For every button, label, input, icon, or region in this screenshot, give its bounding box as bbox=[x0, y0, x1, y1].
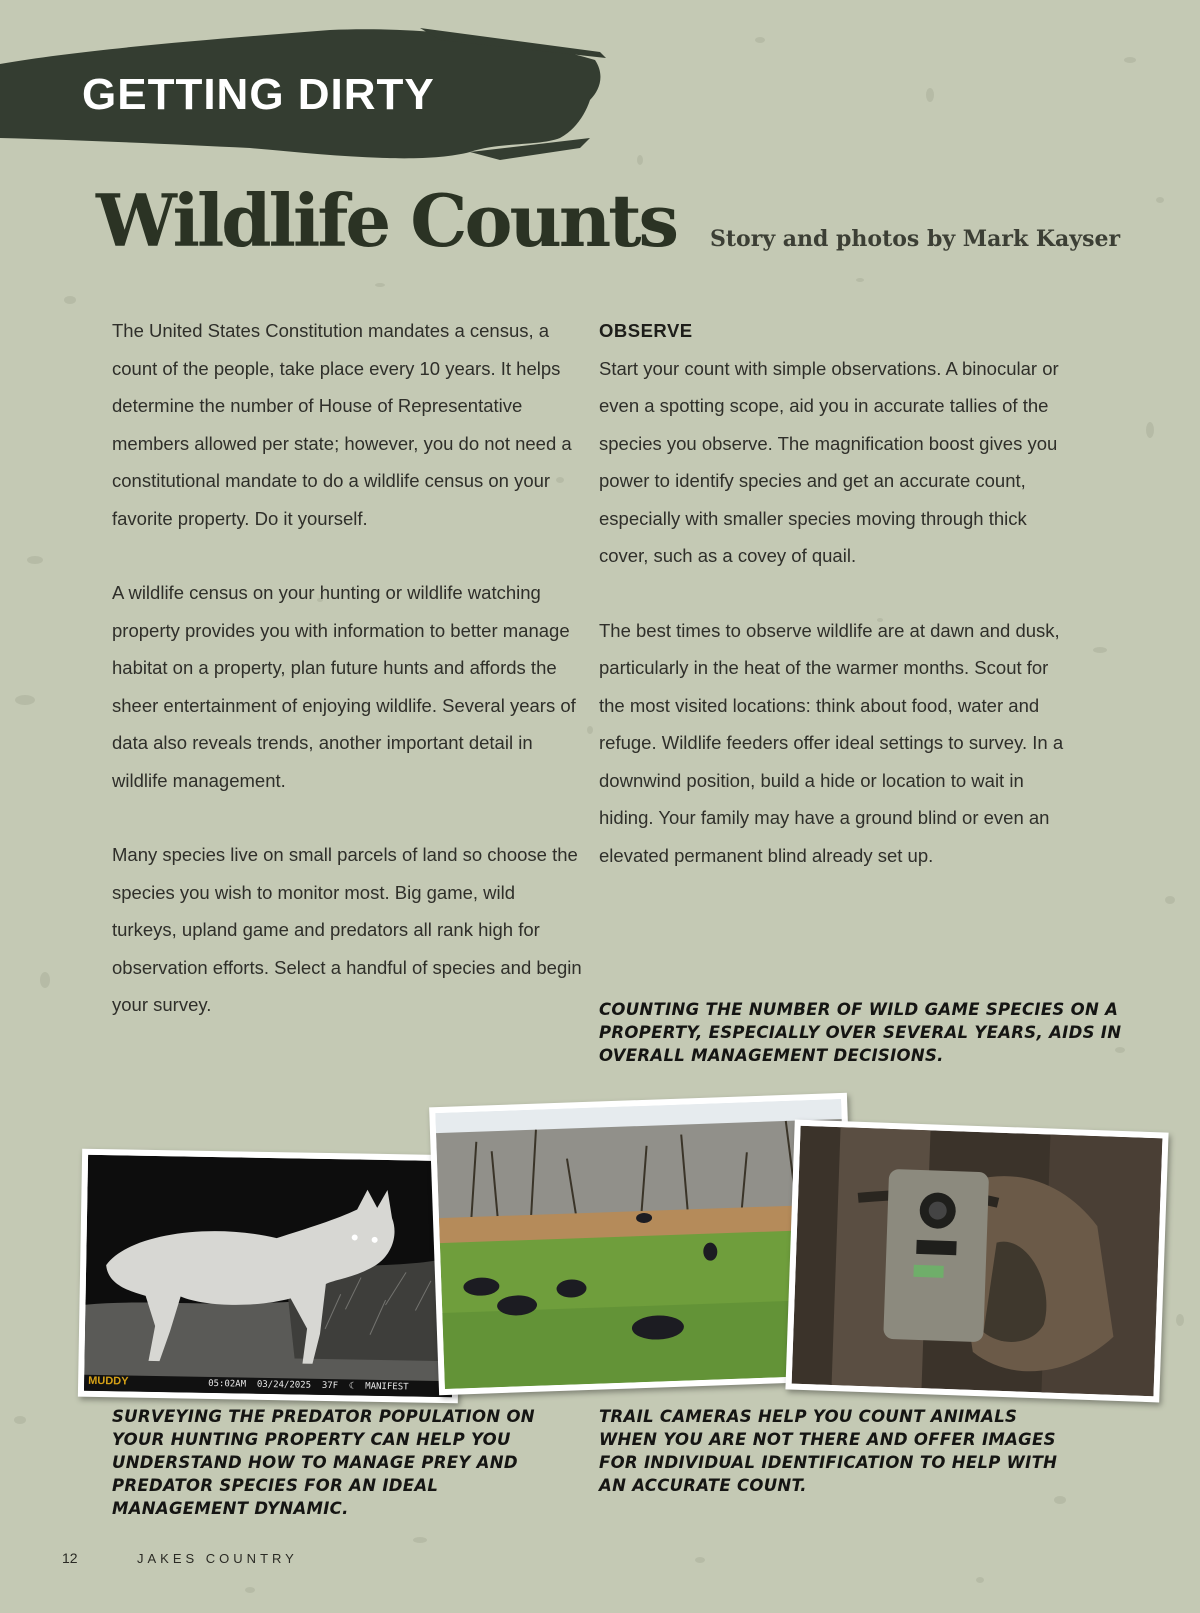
pull-quote-caption: COUNTING THE NUMBER OF WILD GAME SPECIES ON A PROPERTY, ESPECIALLY OVER SEVERAL YEARS, AIDS IN OVERALL MANAGEMENT DECISIONS. bbox=[599, 1000, 1122, 1065]
magazine-name: JAKES COUNTRY bbox=[137, 1551, 298, 1566]
byline: Story and photos by Mark Kayser bbox=[710, 226, 1121, 252]
trail-cam-brand: MUDDY bbox=[88, 1374, 129, 1388]
left-column bbox=[112, 312, 582, 1061]
body-paragraph: Start your count with simple observations. A binocular or even a spotting scope, aid you in accurate tallies of the species you observe. The magnification boost gives you power to identify species and get an accurate count, especially with smaller species moving through thick cover, such as a covey of quail. bbox=[599, 357, 1059, 566]
predator-caption: SURVEYING THE PREDATOR POPULATION ON YOUR HUNTING PROPERTY CAN HELP YOU UNDERSTAND HOW TO MANAGE PREY AND PREDATOR SPECIES FOR AN IDEAL MANAGEMENT DYNAMIC. bbox=[112, 1407, 535, 1518]
body-paragraph: The United States Constitution mandates a census, a count of the people, take place every 10 years. It helps determine the number of House of Representative members allowed per state; however, you do not need a constitutional mandate to do a wildlife census on your favorite property. Do it yourself. bbox=[112, 320, 572, 529]
coyote-photo bbox=[78, 1149, 462, 1404]
right-column bbox=[599, 312, 1069, 911]
body-paragraph: The best times to observe wildlife are at dawn and dusk, particularly in the heat of the warmer months. Scout for the most visited locations: think about food, water and refuge. Wildlife feeders offer ideal settings to survey. In a downwind position, build a hide or location to wait in hiding. Your family may have a ground blind or even an elevated permanent blind already set up. bbox=[599, 619, 1064, 866]
body-paragraph: A wildlife census on your hunting or wildlife watching property provides you with information to better manage habitat on a property, plan future hunts and affords the sheer entertainment of enjoying wildlife. Several years of data also reveals trends, another important detail in wildlife management. bbox=[112, 582, 576, 791]
page-number: 12 bbox=[62, 1550, 78, 1566]
trail-camera-photo bbox=[785, 1120, 1168, 1403]
article-title: Wildlife Counts bbox=[96, 178, 677, 263]
section-label: GETTING DIRTY bbox=[82, 70, 435, 119]
body-paragraph: Many species live on small parcels of land so choose the species you wish to monitor most. Big game, wild turkeys, upland game and predators all rank high for observation efforts. Select a handful of species and begin your survey. bbox=[112, 844, 582, 1015]
trail-cam-stamp: 05:02AM 03/24/2025 37F ☾ MANIFEST bbox=[208, 1378, 409, 1393]
trail-camera-caption: TRAIL CAMERAS HELP YOU COUNT ANIMALS WHEN YOU ARE NOT THERE AND OFFER IMAGES FOR INDIVIDUAL IDENTIFICATION TO HELP WITH AN ACCURATE COUNT. bbox=[599, 1407, 1058, 1495]
section-subhead: OBSERVE bbox=[599, 320, 693, 341]
